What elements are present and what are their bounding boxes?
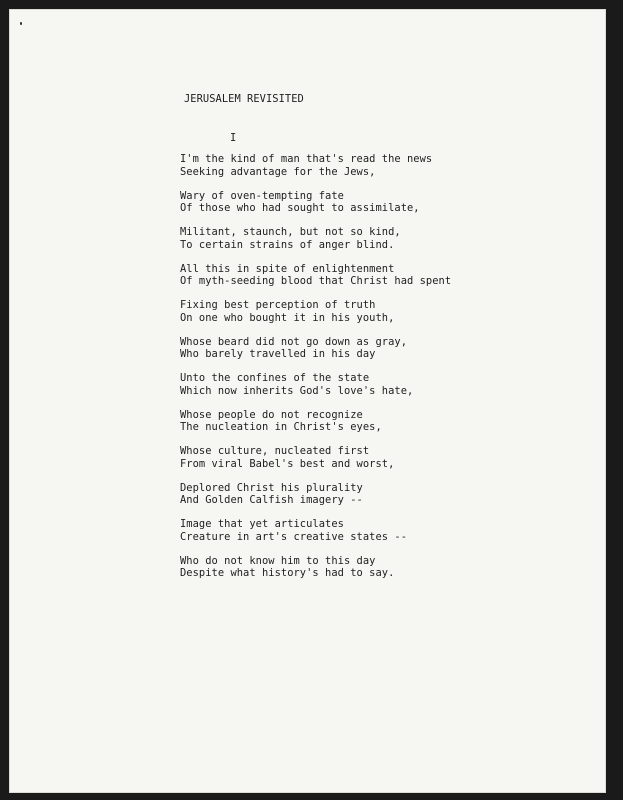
stanza bbox=[180, 153, 451, 178]
poem-line: Militant, staunch, but not so kind, bbox=[180, 226, 401, 238]
poem-line: Unto the confines of the state bbox=[180, 372, 370, 384]
poem-line: Wary of oven-tempting fate bbox=[180, 189, 344, 202]
poem-line: The nucleation in Christ's eyes, bbox=[180, 421, 382, 433]
paper-sheet bbox=[9, 9, 606, 793]
poem-line: Whose people do not recognize bbox=[180, 408, 363, 421]
poem-line: From viral Babel's best and worst, bbox=[180, 457, 395, 470]
poem-body bbox=[180, 153, 451, 591]
stanza bbox=[180, 226, 451, 251]
stanza bbox=[180, 190, 451, 215]
poem-line: Fixing best perception of truth bbox=[180, 299, 376, 311]
poem-line: Whose culture, nucleated first bbox=[180, 445, 370, 457]
poem-line: Which now inherits God's love's hate, bbox=[180, 384, 414, 397]
poem-line: Whose beard did not go down as gray, bbox=[180, 335, 408, 348]
stanza bbox=[180, 263, 451, 288]
stanza bbox=[180, 445, 451, 470]
poem-line: Who do not know him to this day bbox=[180, 554, 376, 567]
poem-line: Who barely travelled in his day bbox=[180, 348, 376, 360]
poem-line: Deplored Christ his plurality bbox=[180, 481, 363, 494]
poem-line: Despite what history's had to say. bbox=[180, 567, 395, 579]
poem-line: All this in spite of enlightenment bbox=[180, 262, 395, 275]
stanza bbox=[180, 555, 451, 580]
paper-speck bbox=[20, 22, 22, 25]
poem-line: Of those who had sought to assimilate, bbox=[180, 202, 420, 214]
stanza bbox=[180, 299, 451, 324]
stanza bbox=[180, 336, 451, 361]
poem-line: I'm the kind of man that's read the news bbox=[180, 153, 433, 165]
poem-line: Image that yet articulates bbox=[180, 518, 344, 530]
stanza bbox=[180, 518, 451, 543]
stanza bbox=[180, 372, 451, 397]
poem-line: And Golden Calfish imagery -- bbox=[180, 494, 363, 506]
poem-line: Seeking advantage for the Jews, bbox=[180, 165, 376, 178]
poem-line: Of myth-seeding blood that Christ had spent bbox=[180, 275, 452, 287]
poem-title: JERUSALEM REVISITED bbox=[184, 93, 304, 105]
stanza bbox=[180, 482, 451, 507]
stanza bbox=[180, 409, 451, 434]
poem-line: Creature in art's creative states -- bbox=[180, 530, 408, 543]
section-number: I bbox=[230, 132, 237, 144]
poem-line: On one who bought it in his youth, bbox=[180, 311, 395, 324]
poem-line: To certain strains of anger blind. bbox=[180, 238, 395, 251]
